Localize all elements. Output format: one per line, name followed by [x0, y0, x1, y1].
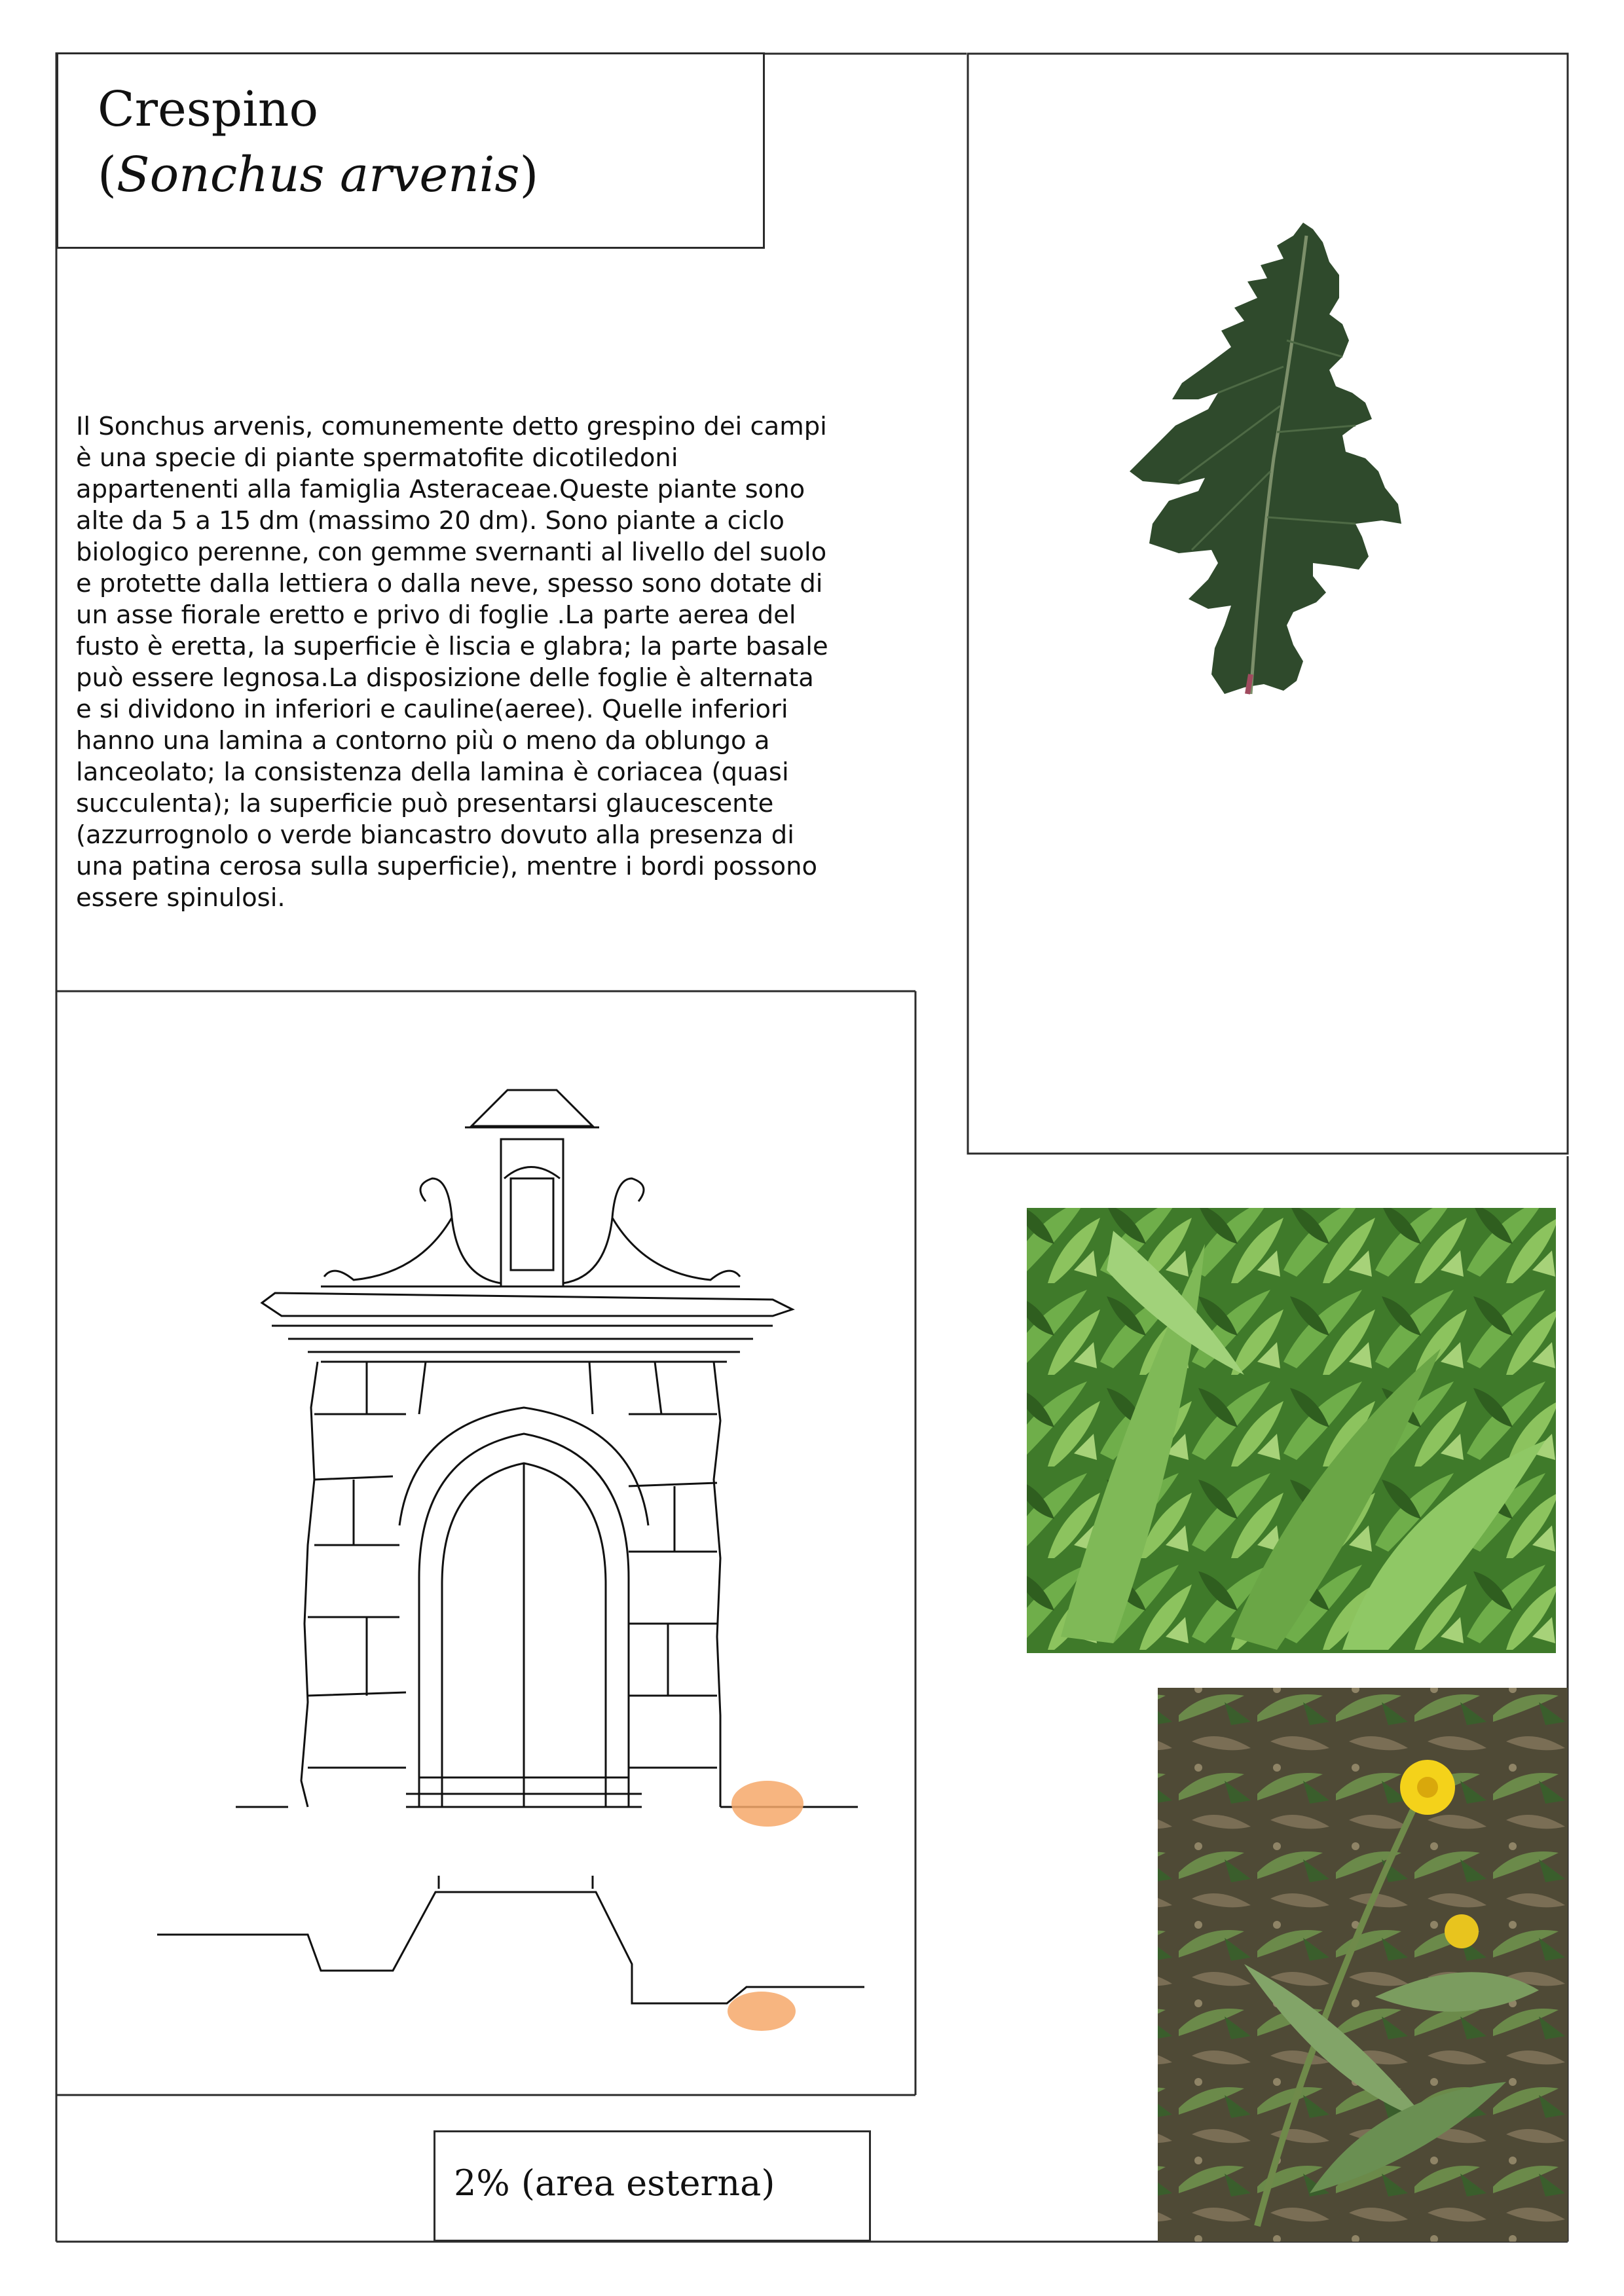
- scientific-name-line: [98, 146, 538, 204]
- common-name: Crespino: [98, 81, 319, 137]
- gate-drawing: [157, 1090, 864, 2003]
- leaf-specimen-panel: [968, 54, 1568, 1154]
- flower-photo: [1158, 1688, 1568, 2242]
- close-paren: ): [519, 147, 539, 203]
- title-box: [56, 52, 765, 249]
- marker-dot-lower: [728, 1992, 796, 2031]
- description-text: Il Sonchus arvenis, comunemente detto grespino dei campi è una specie di piante spermatofite dicotiledoni appartenenti alla famiglia Asteraceae.Queste piante sono alte da 5 a 15 dm (massimo 20 dm). Sono piante a ciclo biologico perenne, con gemme svernanti al livello del suolo e protette dalla lettiera o dalla neve, spesso sono dotate di un asse fiorale eretto e privo di foglie .La parte aerea del fusto è eretta, la superficie è liscia e glabra; la parte basale può essere legnosa.La disposizione delle foglie è alternata e si dividono in inferiori e cauline(aeree). Quelle inferiori hanno una lamina a contorno più o meno da oblungo a lanceolato; la consistenza della lamina è coriacea (quasi succulenta); la superficie può presentarsi glaucescente (azzurrognolo o verde biancastro dovuto alla presenza di una patina cerosa sulla superficie), mentre i bordi possono essere spinulosi.: [76, 412, 828, 913]
- open-paren: (: [98, 147, 117, 203]
- scientific-name: Sonchus arvenis: [116, 147, 520, 203]
- marker-dot-upper: [731, 1781, 803, 1827]
- foliage-photo: [1027, 1208, 1556, 1653]
- coverage-note-box: [434, 2130, 871, 2242]
- coverage-note: 2% (area esterna): [454, 2162, 775, 2204]
